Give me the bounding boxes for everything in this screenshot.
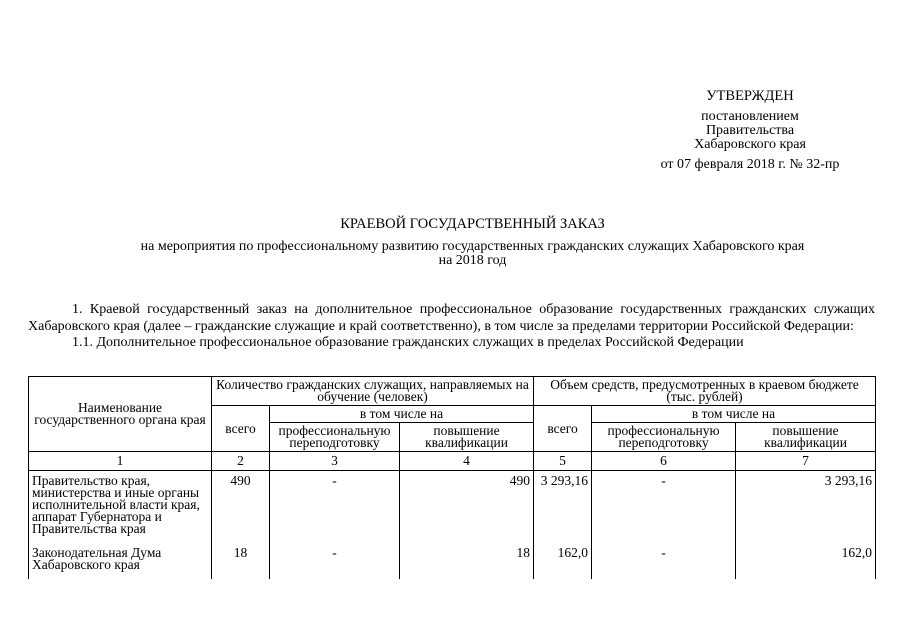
column-number-row bbox=[29, 452, 876, 471]
header-count-retraining: профессиональную переподготовку bbox=[270, 423, 400, 452]
header-funds-advanced-training: повышение квалификации bbox=[736, 423, 876, 452]
column-number: 7 bbox=[736, 452, 876, 471]
funds-total-cell: 162,0 bbox=[534, 543, 592, 579]
header-count-total: всего bbox=[212, 406, 270, 452]
table-row bbox=[29, 543, 876, 579]
title-line-1: на мероприятия по профессиональному развитию государственных гражданских служащих Хабаровского края bbox=[140, 239, 805, 254]
funds-total-cell: 3 293,16 bbox=[534, 471, 592, 544]
header-funds-total: всего bbox=[534, 406, 592, 452]
header-count-advanced-training: повышение квалификации bbox=[400, 423, 534, 452]
header-organ-name: Наименование государственного органа края bbox=[29, 377, 212, 452]
column-number: 6 bbox=[592, 452, 736, 471]
organ-name-cell: Правительство края, министерства и иные органы исполнительной власти края, аппарат Губернатора и Правительства края bbox=[29, 471, 212, 544]
approval-date: от 07 февраля 2018 г. № 32-пр bbox=[660, 157, 840, 172]
approval-line-3: Хабаровского края bbox=[694, 137, 806, 152]
count-total-cell: 18 bbox=[212, 543, 270, 579]
approval-block bbox=[600, 89, 900, 172]
state-order-table bbox=[28, 376, 876, 579]
title-line-2: на 2018 год bbox=[438, 253, 507, 268]
approval-heading: УТВЕРЖДЕН bbox=[706, 88, 794, 104]
count-retrain-cell: - bbox=[270, 543, 400, 579]
document-title bbox=[40, 217, 905, 268]
count-retrain-cell: - bbox=[270, 471, 400, 544]
approval-line-1: постановлением bbox=[701, 109, 799, 124]
count-total-cell: 490 bbox=[212, 471, 270, 544]
header-funds-including: в том числе на bbox=[592, 406, 876, 423]
paragraph-1: 1. Краевой государственный заказ на дополнительное профессиональное образование государственных гражданских служащих Хабаровского края (далее – гражданские служащие и край соответственно), в том числе за пределами территории Российской Федерации: bbox=[28, 302, 875, 334]
column-number: 1 bbox=[29, 452, 212, 471]
funds-advanced-cell: 162,0 bbox=[736, 543, 876, 579]
count-advanced-cell: 18 bbox=[400, 543, 534, 579]
approval-line-2: Правительства bbox=[705, 123, 795, 138]
count-advanced-cell: 490 bbox=[400, 471, 534, 544]
header-funds-retraining: профессиональную переподготовку bbox=[592, 423, 736, 452]
funds-advanced-cell: 3 293,16 bbox=[736, 471, 876, 544]
organ-name-cell: Законодательная Дума Хабаровского края bbox=[29, 543, 212, 579]
header-budget-funds: Объем средств, предусмотренных в краевом бюджете (тыс. рублей) bbox=[534, 377, 876, 406]
column-number: 5 bbox=[534, 452, 592, 471]
column-number: 3 bbox=[270, 452, 400, 471]
funds-retrain-cell: - bbox=[592, 471, 736, 544]
column-number: 2 bbox=[212, 452, 270, 471]
funds-retrain-cell: - bbox=[592, 543, 736, 579]
table-row bbox=[29, 471, 876, 544]
header-count-including: в том числе на bbox=[270, 406, 534, 423]
column-number: 4 bbox=[400, 452, 534, 471]
header-employee-count: Количество гражданских служащих, направляемых на обучение (человек) bbox=[212, 377, 534, 406]
body-text bbox=[28, 302, 875, 352]
title-main: КРАЕВОЙ ГОСУДАРСТВЕННЫЙ ЗАКАЗ bbox=[340, 216, 605, 232]
paragraph-1-1: 1.1. Дополнительное профессиональное образование гражданских служащих в пределах Российской Федерации bbox=[72, 335, 744, 350]
